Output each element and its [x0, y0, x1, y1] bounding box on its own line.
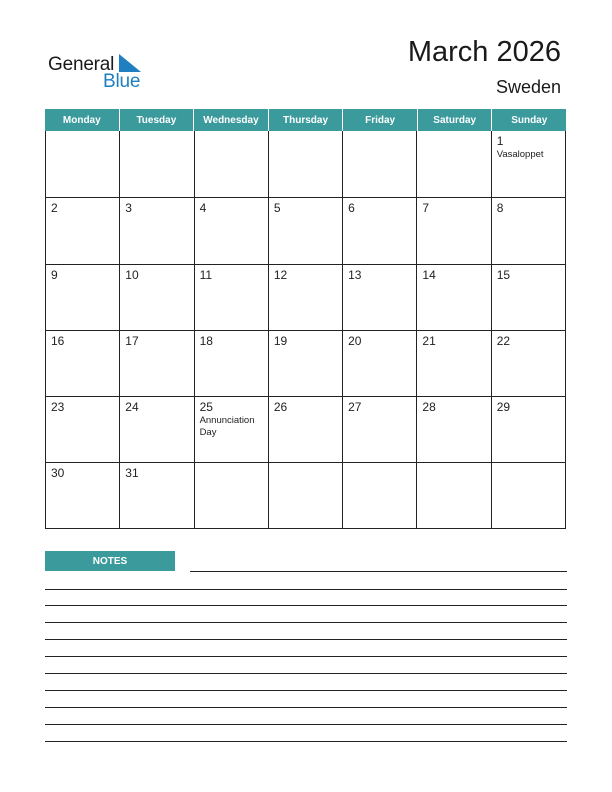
- calendar-grid: [45, 109, 566, 530]
- day-number: 11: [199, 267, 213, 282]
- day-number: 8: [496, 201, 504, 216]
- day-number: 18: [199, 333, 213, 348]
- weekday-saturday: Saturday: [418, 109, 493, 131]
- calendar-day-cell: [195, 198, 269, 263]
- day-number: 25: [199, 400, 213, 415]
- calendar-day-cell: [417, 331, 491, 396]
- weekday-friday: Friday: [343, 109, 418, 131]
- calendar-day-cell: [343, 463, 417, 528]
- holiday-label: Annunciation Day: [199, 415, 255, 439]
- calendar-week: [46, 197, 565, 263]
- day-number: 14: [422, 267, 436, 282]
- calendar-day-cell: [195, 131, 269, 197]
- calendar-day-cell: [417, 463, 491, 528]
- notes-line: [45, 622, 567, 623]
- brand-logo: [48, 52, 158, 92]
- notes-line: [45, 741, 567, 742]
- calendar-day-cell: [120, 265, 194, 330]
- calendar-day-cell: [120, 463, 194, 528]
- notes-line: [45, 690, 567, 691]
- calendar-day-cell: [343, 265, 417, 330]
- day-number: 27: [348, 400, 362, 415]
- notes-line: [45, 656, 567, 657]
- weekday-sunday: Sunday: [511, 114, 548, 126]
- day-number: 23: [51, 400, 65, 415]
- calendar-day-cell: [269, 265, 343, 330]
- calendar-day-cell: [492, 331, 565, 396]
- calendar-day-cell: [46, 131, 120, 197]
- calendar-day-cell: [417, 265, 491, 330]
- calendar-day-cell: [195, 265, 269, 330]
- calendar-day-cell: [492, 131, 565, 197]
- calendar-week: [46, 462, 565, 528]
- day-number: 10: [125, 267, 139, 282]
- weekday-thursday: Thursday: [269, 109, 344, 131]
- day-number: 31: [125, 466, 139, 481]
- country-label: Sweden: [495, 77, 561, 97]
- day-number: 26: [273, 400, 288, 415]
- calendar-day-cell: [269, 131, 343, 197]
- notes-line: [45, 724, 567, 725]
- calendar-day-cell: [269, 463, 343, 528]
- weekday-tuesday: Tuesday: [120, 109, 195, 131]
- day-number: 5: [273, 201, 281, 216]
- day-number: 1: [496, 134, 504, 148]
- calendar-week: [46, 396, 565, 462]
- calendar-day-cell: [417, 198, 491, 263]
- calendar-day-cell: [492, 265, 565, 330]
- calendar-day-cell: [120, 131, 194, 197]
- calendar-day-cell: [343, 131, 417, 197]
- day-number: 9: [51, 267, 58, 282]
- day-number: 13: [348, 267, 362, 282]
- calendar-day-cell: [120, 397, 194, 462]
- calendar-week: [46, 131, 565, 197]
- calendar-day-cell: [417, 397, 491, 462]
- calendar-day-cell: [46, 397, 120, 462]
- calendar-day-cell: [195, 397, 269, 462]
- weekday-header: [45, 109, 566, 131]
- calendar-body: [45, 131, 566, 529]
- calendar-week: [46, 330, 565, 396]
- day-number: 6: [348, 201, 355, 216]
- brand-triangle-icon: [119, 54, 141, 72]
- calendar-day-cell: [269, 397, 343, 462]
- day-number: 12: [273, 267, 288, 282]
- calendar-day-cell: [120, 198, 194, 263]
- calendar-day-cell: [492, 397, 565, 462]
- calendar-day-cell: [343, 331, 417, 396]
- calendar-day-cell: [492, 463, 565, 528]
- holiday-label: Vasaloppet: [496, 149, 544, 160]
- calendar-day-cell: [195, 331, 269, 396]
- calendar-week: [46, 264, 565, 330]
- calendar-day-cell: [46, 331, 120, 396]
- notes-line: [190, 571, 567, 572]
- calendar-day-cell: [417, 131, 491, 197]
- day-number: 28: [422, 400, 436, 415]
- day-number: 20: [348, 333, 362, 348]
- day-number: 17: [125, 333, 139, 348]
- calendar-day-cell: [343, 198, 417, 263]
- day-number: 29: [496, 400, 511, 415]
- notes-line: [45, 605, 567, 606]
- calendar-day-cell: [46, 265, 120, 330]
- weekday-monday: Monday: [45, 109, 120, 131]
- calendar-day-cell: [120, 331, 194, 396]
- calendar-day-cell: [343, 397, 417, 462]
- day-number: 4: [199, 201, 207, 216]
- notes-label: NOTES: [45, 551, 175, 571]
- calendar-day-cell: [492, 198, 565, 263]
- page-title: March 2026: [407, 36, 561, 68]
- day-number: 7: [422, 201, 430, 216]
- weekday-wednesday: Wednesday: [194, 109, 269, 131]
- calendar-day-cell: [269, 331, 343, 396]
- day-number: 3: [125, 201, 132, 216]
- calendar-day-cell: [46, 463, 120, 528]
- notes-line: [45, 589, 567, 590]
- day-number: 30: [51, 466, 65, 481]
- brand-word-general: General: [48, 54, 115, 75]
- calendar-day-cell: [195, 463, 269, 528]
- brand-word-blue: Blue: [103, 71, 141, 92]
- day-number: 2: [51, 201, 58, 216]
- notes-line: [45, 639, 567, 640]
- day-number: 21: [422, 333, 436, 348]
- calendar-day-cell: [269, 198, 343, 263]
- day-number: 15: [496, 267, 511, 282]
- day-number: 19: [273, 333, 288, 348]
- notes-line: [45, 673, 567, 674]
- day-number: 16: [51, 333, 65, 348]
- notes-line: [45, 707, 567, 708]
- day-number: 22: [496, 333, 511, 348]
- calendar-day-cell: [46, 198, 120, 263]
- day-number: 24: [125, 400, 139, 415]
